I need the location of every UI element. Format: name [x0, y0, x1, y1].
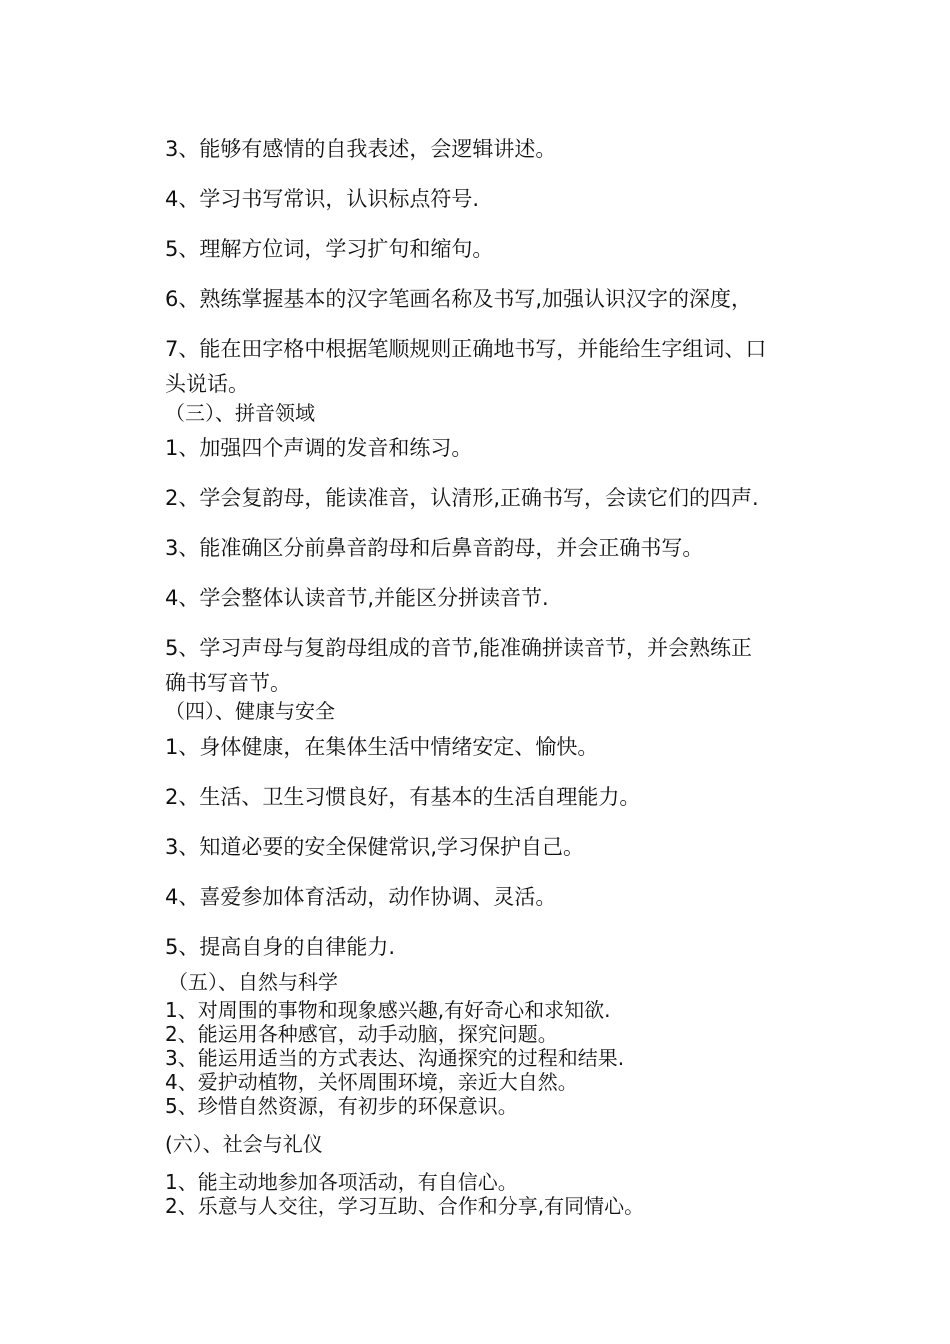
- list-item: 3、知道必要的安全保健常识,学习保护自己。: [165, 835, 585, 859]
- section-heading-pinyin: （三）、拼音领域: [165, 401, 315, 425]
- list-item: 7、能在田字格中根据笔顺规则正确地书写，并能给生字组词、口: [165, 337, 767, 361]
- list-item: 4、喜爱参加体育活动，动作协调、灵活。: [165, 885, 557, 909]
- list-item: 4、爱护动植物，关怀周围环境，亲近大自然。: [165, 1070, 578, 1094]
- list-item: 2、能运用各种感官，动手动脑，探究问题。: [165, 1022, 558, 1046]
- list-item: 5、珍惜自然资源，有初步的环保意识。: [165, 1094, 518, 1118]
- section-heading-social: (六）、社会与礼仪: [165, 1132, 323, 1156]
- list-item: 4、学习书写常识，认识标点符号.: [165, 187, 480, 211]
- list-item: 5、提高自身的自律能力.: [165, 935, 396, 959]
- list-item: 1、加强四个声调的发音和练习。: [165, 436, 473, 460]
- list-item: 3、能准确区分前鼻音韵母和后鼻音韵母，并会正确书写。: [165, 536, 704, 560]
- list-item-continuation: 确书写音节。: [165, 671, 291, 695]
- list-item: 6、熟练掌握基本的汉字笔画名称及书写,加强认识汉字的深度，: [165, 287, 753, 311]
- list-item: 2、学会复韵母，能读准音，认清形,正确书写，会读它们的四声.: [165, 486, 759, 510]
- list-item: 2、乐意与人交往，学习互助、合作和分享,有同情心。: [165, 1194, 645, 1218]
- list-item: 4、学会整体认读音节,并能区分拼读音节.: [165, 586, 549, 610]
- list-item: 5、理解方位词，学习扩句和缩句。: [165, 237, 494, 261]
- list-item: 5、学习声母与复韵母组成的音节,能准确拼读音节，并会熟练正: [165, 636, 753, 660]
- list-item: 1、对周围的事物和现象感兴趣,有好奇心和求知欲.: [165, 998, 611, 1022]
- list-item: 1、能主动地参加各项活动，有自信心。: [165, 1170, 518, 1194]
- list-item: 3、能够有感情的自我表述，会逻辑讲述。: [165, 137, 557, 161]
- section-heading-nature: （五）、自然与科学: [168, 970, 338, 994]
- list-item: 1、身体健康，在集体生活中情绪安定、愉快。: [165, 735, 599, 759]
- list-item: 2、生活、卫生习惯良好，有基本的生活自理能力。: [165, 785, 641, 809]
- list-item-continuation: 头说话。: [165, 372, 249, 396]
- section-heading-health: （四）、健康与安全: [165, 699, 335, 723]
- list-item: 3、能运用适当的方式表达、沟通探究的过程和结果.: [165, 1046, 625, 1070]
